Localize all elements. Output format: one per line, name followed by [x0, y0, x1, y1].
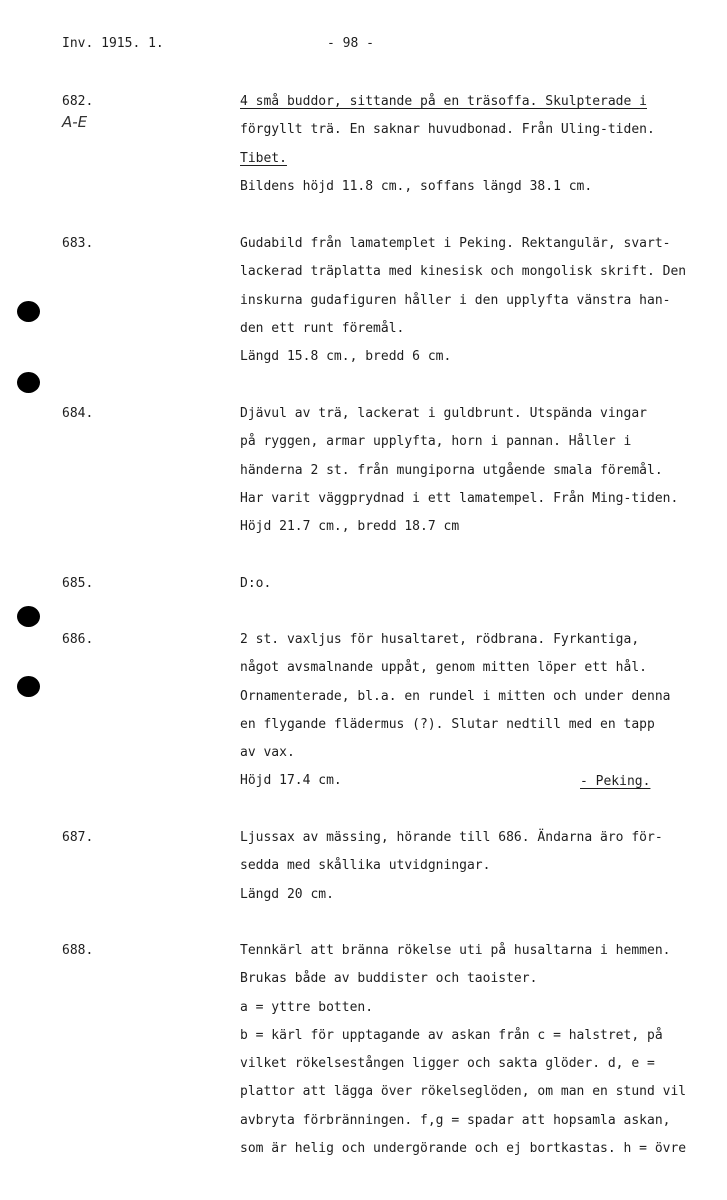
text-line: a = yttre botten.: [240, 999, 374, 1015]
title-text: 4 små buddor, sittande på en träsoffa. Skulpterade i: [240, 94, 647, 109]
punch-hole: [17, 606, 40, 627]
text-line: Ljussax av mässing, hörande till 686. Ändarna äro för-: [240, 830, 663, 845]
text-line: något avsmalnande uppåt, genom mitten löper ett hål.: [240, 660, 647, 676]
text-line: Längd 15.8 cm., bredd 6 cm.: [240, 349, 452, 365]
entry-text: [240, 400, 710, 541]
entry-number: 688.: [62, 943, 94, 958]
place-note: [580, 774, 650, 789]
text-line: Gudabild från lamatemplet i Peking. Rektangulär, svart-: [240, 236, 671, 251]
text-line: Ornamenterade, bl.a. en rundel i mitten och under denna: [240, 688, 671, 704]
text-line: [240, 88, 710, 116]
text-line: avbryta förbränningen. f,g = spadar att hopsamla askan,: [240, 1112, 671, 1128]
handwritten-note: A-E: [62, 113, 88, 131]
text-line: Brukas både av buddister och taoister.: [240, 971, 538, 987]
text-line: plattor att lägga över rökelseglöden, om man en stund vil: [240, 1084, 687, 1100]
text-line: den ett runt föremål.: [240, 320, 405, 336]
text-line: Höjd 21.7 cm., bredd 18.7 cm: [240, 519, 460, 535]
text-line: av vax.: [240, 745, 295, 761]
entry-text: [240, 937, 710, 1163]
text-line: Tennkärl att bränna rökelse uti på husaltarna i hemmen.: [240, 943, 671, 958]
entry-number: 686.: [62, 632, 94, 647]
text-line: lackerad träplatta med kinesisk och mongolisk skrift. Den: [240, 264, 687, 280]
text-line: D:o.: [240, 576, 272, 591]
entry-text: [240, 230, 710, 371]
entry-text: [240, 626, 710, 796]
entry-number: 683.: [62, 236, 94, 251]
text-line: Bildens höjd 11.8 cm., soffans längd 38.1 cm.: [240, 178, 593, 194]
text-line: Har varit väggprydnad i ett lamatempel. Från Ming-tiden.: [240, 490, 679, 506]
text-line: inskurna gudafiguren håller i den upplyfta vänstra han-: [240, 292, 671, 308]
page-number: - 98 -: [327, 36, 374, 51]
text-line: händerna 2 st. från mungiporna utgående smala föremål.: [240, 462, 663, 478]
text-line: förgyllt trä. En saknar huvudbonad. Från Uling-tiden.: [240, 122, 655, 138]
inventory-header: Inv. 1915. 1.: [62, 36, 164, 51]
entry-text: [240, 824, 710, 909]
text-line: på ryggen, armar upplyfta, horn i pannan. Håller i: [240, 434, 632, 450]
entry-number: 684.: [62, 406, 94, 421]
text-line: Djävul av trä, lackerat i guldbrunt. Utspända vingar: [240, 406, 647, 421]
text-line: sedda med skållika utvidgningar.: [240, 858, 491, 874]
title-text: Tibet.: [240, 150, 287, 166]
punch-hole: [17, 372, 40, 393]
entry-text: [240, 570, 710, 598]
text-line: [240, 145, 710, 173]
entry-text: [240, 88, 710, 201]
text-line: 2 st. vaxljus för husaltaret, rödbrana. Fyrkantiga,: [240, 632, 640, 647]
text-line: b = kärl för upptagande av askan från c = halstret, på: [240, 1027, 663, 1043]
entry-number: 685.: [62, 576, 94, 591]
place-text: - Peking.: [580, 774, 651, 789]
text-line: Längd 20 cm.: [240, 886, 334, 902]
entry-number: 687.: [62, 830, 94, 845]
text-line: Höjd 17.4 cm.: [240, 773, 342, 789]
text-line: en flygande flädermus (?). Slutar nedtill med en tapp: [240, 716, 655, 732]
punch-hole: [17, 301, 40, 322]
text-line: vilket rökelsestången ligger och sakta glöder. d, e =: [240, 1056, 655, 1072]
text-line: som är helig och undergörande och ej bortkastas. h = övre: [240, 1141, 687, 1157]
entry-number: 682.: [62, 94, 94, 109]
punch-hole: [17, 676, 40, 697]
